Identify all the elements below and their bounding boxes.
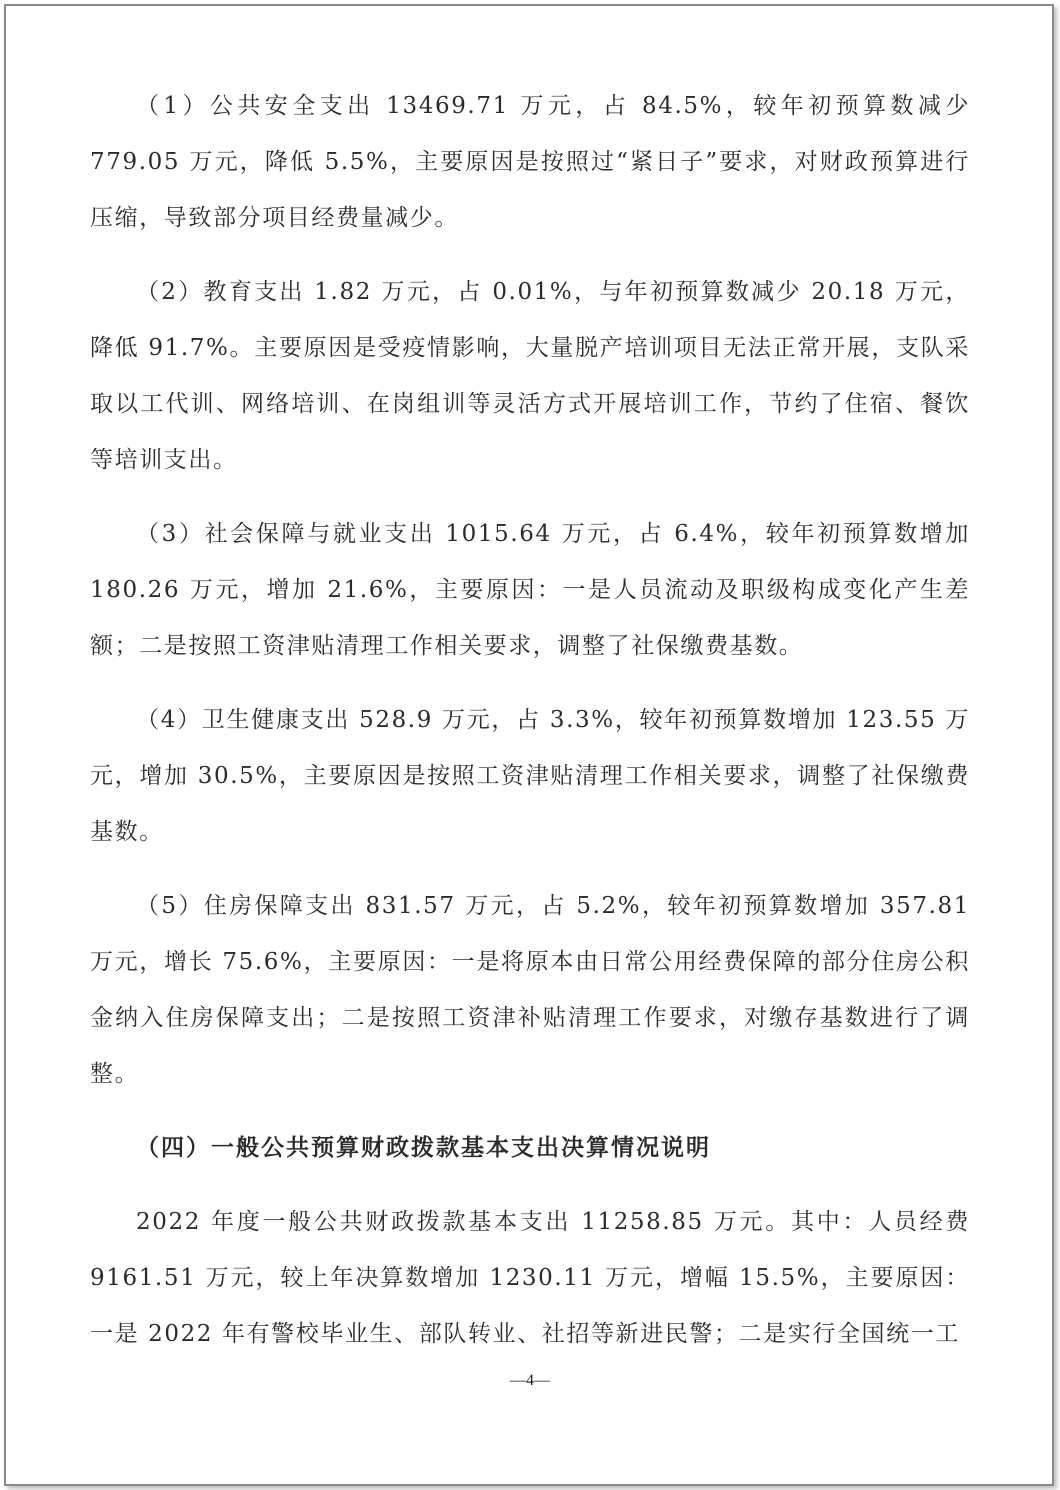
paragraph-public-security: （1）公共安全支出 13469.71 万元，占 84.5%，较年初预算数减少 779.05 万元，降低 5.5%，主要原因是按照过“紧日子”要求，对财政预算进行压缩，导致部分项目经费量减少。 [90, 93, 970, 231]
paragraph-education: （2）教育支出 1.82 万元，占 0.01%，与年初预算数减少 20.18 万元，降低 91.7%。主要原因是受疫情影响，大量脱产培训项目无法正常开展，支队采取以工代训、网络培训、在岗组训等灵活方式开展培训工作，节约了住宿、餐饮等培训支出。 [90, 279, 970, 473]
paragraph-health: （4）卫生健康支出 528.9 万元，占 3.3%，较年初预算数增加 123.55 万元，增加 30.5%，主要原因是按照工资津贴清理工作相关要求，调整了社保缴费基数。 [90, 707, 970, 845]
document-body [90, 78, 970, 1362]
paragraph-housing: （5）住房保障支出 831.57 万元，占 5.2%，较年初预算数增加 357.81 万元，增长 75.6%，主要原因：一是将原本由日常公用经费保障的部分住房公积金纳入住房保障支出；二是按照工资津补贴清理工作要求，对缴存基数进行了调整。 [90, 893, 970, 1087]
paragraph-social-security: （3）社会保障与就业支出 1015.64 万元，占 6.4%，较年初预算数增加 180.26 万元，增加 21.6%，主要原因：一是人员流动及职级构成变化产生差额；二是按照工资津贴清理工作相关要求，调整了社保缴费基数。 [90, 521, 970, 659]
page-number: —4— [510, 1372, 550, 1389]
section-heading: （四）一般公共预算财政拨款基本支出决算情况说明 [136, 1135, 711, 1161]
paragraph-basic-expenditure: 2022 年度一般公共财政拨款基本支出 11258.85 万元。其中：人员经费 9161.51 万元，较上年决算数增加 1230.11 万元，增幅 15.5%，主要原因：一是 2022 年有警校毕业生、部队转业、社招等新进民警；二是实行全国统一工 [90, 1209, 970, 1347]
